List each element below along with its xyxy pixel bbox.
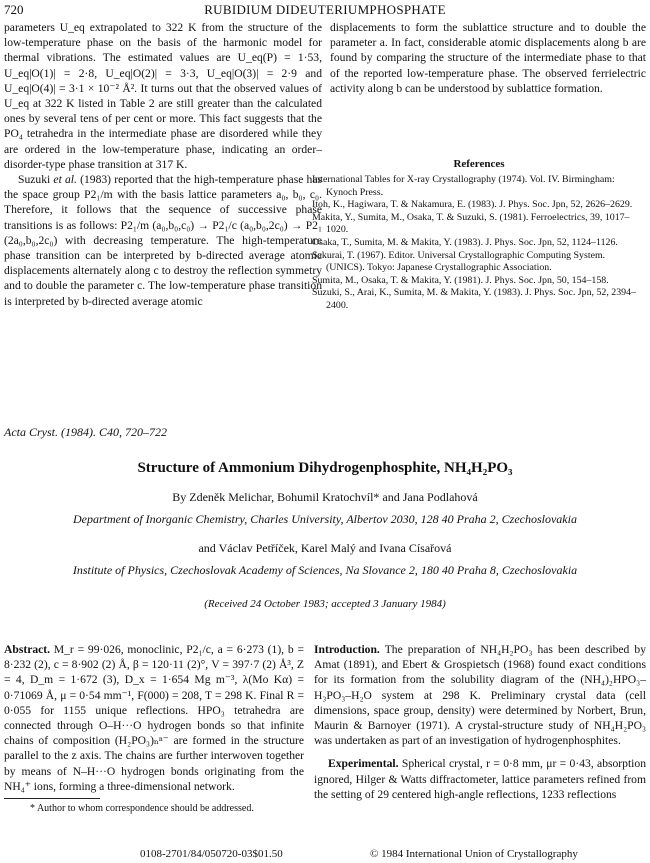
- discussion-paragraph-2-text: (1983) reported that the high-temperature phase has the space group P2₁/m with the basis lattice parameters a₀, b₀, c₀. Therefore, it follows that the sequence of successive phase transitions is as follows: P2₁/m (a₀,b₀,c₀) → P2₁/c (a₀,b₀,2c₀) → P2₁ (2a₀,b₀,2c₀) with decreasing temperature. The high-temperature phase transition can be interpreted by b-directed average atomic displacements alternately along c to destroy the reflection symmetry and to double the parameter c. The low-temperature phase transition is interpreted by b-directed average atomic: [4, 173, 323, 308]
- footnote: * Author to whom correspondence should be addressed.: [30, 803, 254, 814]
- authors-line-1: By Zdeněk Melichar, Bohumil Kratochvíl* and Jana Podlahová: [172, 490, 478, 504]
- references-section: [312, 158, 646, 313]
- copyright: © 1984 International Union of Crystallography: [370, 848, 578, 860]
- footnote-rule: [4, 798, 100, 799]
- reference-item: Itoh, K., Hagiwara, T. & Nakamura, E. (1983). J. Phys. Soc. Jpn, 52, 2626–2629.: [312, 199, 633, 211]
- reference-item: Sumita, M., Osaka, T. & Makita, Y. (1981). J. Phys. Soc. Jpn, 50, 154–158.: [312, 274, 609, 286]
- discussion-paragraph-2: [4, 172, 322, 309]
- article-title: Structure of Ammonium Dihydrogenphosphite, NH₄H₂PO₃: [137, 460, 513, 476]
- affiliation-1: Department of Inorganic Chemistry, Charles University, Albertov 2030, 128 40 Praha 2, Czechoslovakia: [73, 512, 577, 526]
- authors-line-2: and Václav Petříček, Karel Malý and Ivana Císařová: [198, 541, 452, 555]
- right-column-top: [330, 20, 646, 96]
- article-code: 0108-2701/84/050720-03$01.50: [140, 848, 283, 860]
- reference-item: Suzuki, S., Arai, K., Sumita, M. & Makita, Y. (1983). J. Phys. Soc. Jpn, 52, 2394–2400.: [312, 287, 636, 311]
- et-al: et al.: [53, 173, 77, 187]
- abstract-section: [4, 642, 304, 794]
- reference-item: Osaka, T., Sumita, M. & Makita, Y. (1983). J. Phys. Soc. Jpn, 52, 1124–1126.: [312, 236, 618, 248]
- journal-reference: Acta Cryst. (1984). C40, 720–722: [4, 425, 167, 439]
- discussion-paragraph-1: parameters U_eq extrapolated to 322 K from the structure of the low-temperature phase on the basis of the harmonic model for thermal vibrations. The estimated values are U_eq(P) = 1·53, U_eq|O(1)| = 2·8, U_eq|O(2)| = 3·3, U_eq|O(3)| = 2·9 and U_eq|O(4)| = 3·1 × 10⁻² Å². It turns out that the observed values of U_eq at 322 K listed in Table 2 are still greater than the calculated ones by several tens of per cent or more. This fact suggests that the PO₄ tetrahedra in the intermediate phase are disordered while they are ordered in the low-temperature phase, indicating an order–disorder-type phase transition at 317 K.: [4, 21, 322, 171]
- received-dates: (Received 24 October 1983; accepted 3 January 1984): [204, 598, 446, 610]
- affiliation-2: Institute of Physics, Czechoslovak Academy of Sciences, Na Slovance 2, 180 40 Praha 8, Czechoslovakia: [72, 563, 578, 577]
- reference-item: Sakurai, T. (1967). Editor. Universal Crystallographic Computing System. (UNICS). Tokyo: Japanese Crystallographic Association.: [312, 249, 606, 274]
- reference-item: Makita, Y., Sumita, M., Osaka, T. & Suzuki, S. (1981). Ferroelectrics, 39, 1017–1020.: [312, 211, 630, 236]
- discussion-paragraph-3: displacements to form the sublattice structure and to double the parameter a. In fact, considerable atomic displacements along b are found by comparing the structure of the intermediate phase to that of the reported low-temperature phase. The observed ferrielectric activity along b can be understood by sublattice formation.: [330, 21, 646, 95]
- running-header: [0, 0, 650, 18]
- abstract-label: Abstract.: [4, 643, 51, 656]
- abstract-text: M_r = 99·026, monoclinic, P2₁/c, a = 6·273 (1), b = 8·232 (2), c = 8·902 (2) Å, β = 120·11 (2)°, V = 397·7 (2) Å³, Z = 4, D_m = 1·672 (3), D_x = 1·654 Mg m⁻³, λ(Mo Kα) = 0·71069 Å, μ = 0·54 mm⁻¹, F(000) = 208, T = 298 K. Final R = 0·055 for 1155 unique reflections. HPO₃ tetrahedra are connected through O–H···O hydrogen bonds so that infinite chains of composition (H₂PO₃)ₙⁿ⁻ are formed in the structure parallel to the z axis. The chains are further interwoven together by means of N–H···O hydrogen bonds originating from the NH₄⁺ ions, forming a three-dimensional network.: [4, 643, 304, 793]
- cited-author: Suzuki: [18, 173, 51, 187]
- introduction-label: Introduction.: [314, 643, 380, 656]
- reference-item: International Tables for X-ray Crystallography (1974). Vol. IV. Birmingham: Kynoch Press.: [312, 174, 615, 198]
- left-column-top: [4, 20, 322, 309]
- right-column-bottom: [314, 642, 646, 802]
- experimental-label: Experimental.: [328, 757, 399, 771]
- references-title: References: [453, 158, 505, 170]
- experimental-text: Spherical crystal, r = 0·8 mm, μr = 0·43, absorption ignored, Hilger & Watts diffractometer, lattice parameters refined from the setting of 29 centered high-angle reflections, 1233 reflections: [314, 757, 646, 801]
- running-title: RUBIDIUM DIDEUTERIUMPHOSPHATE: [204, 2, 446, 17]
- introduction-text: The preparation of NH₄H₂PO₃ has been described by Amat (1891), and Ebert & Grospietsch (1968) found exact conditions for its formation from the solubility diagram of the (NH₄)₂HPO₃–H₃PO₃–H₂O system at 298 K. Preliminary crystal data (cell dimensions, space group, density) were determined by Norbert, Brun, Maurin & Barnoyer (1971). A crystal-structure study of NH₄H₂PO₃ was undertaken as part of an investigation of hydrogenphosphites.: [314, 643, 646, 748]
- page-number: 720: [4, 2, 24, 17]
